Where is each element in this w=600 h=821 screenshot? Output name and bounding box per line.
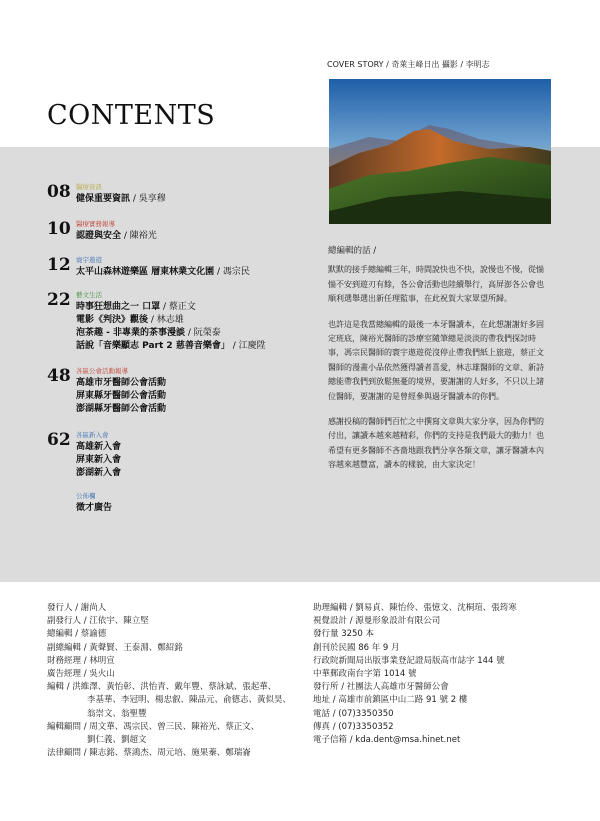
toc-entry-title: 澎湖縣牙醫師公會活動 xyxy=(76,404,167,414)
masthead-line: 電話 / (07)3350350 xyxy=(313,708,394,719)
toc-entry-author: / 江慶陞 xyxy=(229,341,266,351)
toc-entry[interactable] xyxy=(76,390,166,403)
masthead-left xyxy=(47,602,291,760)
toc-entry[interactable] xyxy=(76,502,112,515)
masthead-line: 助理編輯 / 劉易貞、陳怡伶、張憶文、沈桐瑄、張筠寒 xyxy=(313,603,517,613)
toc-page-number: 10 xyxy=(47,219,71,239)
toc-entry-title: 澎湖新入會 xyxy=(76,468,122,478)
toc-entry-title: 泡茶趣 - 非專業的茶事漫談 xyxy=(76,328,186,338)
toc-entry-author: / 林志雄 xyxy=(148,315,184,325)
toc-entry-title: 高雄新入會 xyxy=(76,442,122,452)
toc-entry[interactable] xyxy=(76,454,121,467)
toc-entry-title: 健保重要資訊 xyxy=(76,194,131,204)
editor-paragraph: 感謝投稿的醫師們百忙之中撰寫文章與大家分享，因為你們的付出，讓讀本越來越精彩，你們的支持是我們最大的動力！也希望有更多醫師不吝嗇地跟我們分享各類文章，讓牙醫讀本內容越來越豐富，讀本的樣貌，由大家決定！ xyxy=(328,417,544,470)
toc-page-number: 22 xyxy=(47,290,71,310)
masthead-line: 發行人 / 謝尚人 xyxy=(47,603,107,613)
masthead-line: 財務經理 / 林明宣 xyxy=(47,655,115,666)
toc-entry-title: 高雄市牙醫師公會活動 xyxy=(76,378,167,388)
toc-entries xyxy=(76,377,166,416)
toc-entry-title: 時事狂想曲之一 口罩 xyxy=(76,302,161,312)
toc-entry-author: / 阮榮泰 xyxy=(185,328,221,338)
toc-entry[interactable] xyxy=(76,441,121,454)
toc-page-number: 62 xyxy=(47,430,71,450)
toc-category-tag: 各區新入會 xyxy=(76,431,109,439)
toc-entries xyxy=(76,502,112,515)
toc-entry[interactable] xyxy=(76,230,157,243)
masthead-line: 發行所 / 社團法人高雄市牙醫師公會 xyxy=(313,682,449,693)
toc-page-number: 12 xyxy=(47,255,71,275)
masthead-line: 編輯 / 洪維澤、黃怡彰、洪怡青、戴年豐、蔡詠斌、張起華、 xyxy=(47,682,277,693)
masthead-line: 行政院新聞局出版事業登記證局版高市誌字 144 號 xyxy=(313,655,505,666)
toc-category-tag: 醫療資訊 xyxy=(76,183,102,191)
masthead-right xyxy=(313,602,517,747)
toc-entry[interactable] xyxy=(76,327,266,340)
editor-note-heading: 總編輯的話 / xyxy=(328,246,377,256)
toc-entries xyxy=(76,441,121,480)
editor-note xyxy=(328,244,550,484)
toc-category-tag: 寰宇遨遊 xyxy=(76,256,102,264)
toc-entry[interactable] xyxy=(76,467,121,480)
toc-entry-title: 話說「音樂顯志 Part 2 慈善音樂會」 xyxy=(76,341,230,351)
masthead-line: 地址 / 高雄市前鎮區中山二路 91 號 2 樓 xyxy=(313,695,468,706)
toc-entry-title: 屏東新入會 xyxy=(76,455,122,465)
toc-entry[interactable] xyxy=(76,301,266,314)
toc-entry-title: 徵才廣告 xyxy=(76,503,113,513)
toc-page-number: 08 xyxy=(47,182,71,202)
masthead-line: 電子信箱 / kda.dent@msa.hinet.net xyxy=(313,735,461,746)
toc-entry[interactable] xyxy=(76,266,250,279)
cover-photo xyxy=(329,79,551,224)
masthead-line: 總編輯 / 蔡諭德 xyxy=(47,629,107,640)
toc-entries xyxy=(76,266,250,279)
cover-story-caption: COVER STORY / 奇萊主峰日出 攝影 / 李明志 xyxy=(327,60,490,69)
masthead-line: 視覺設計 / 源曼形象設計有限公司 xyxy=(313,616,441,627)
toc-entry-author: / 陳裕光 xyxy=(121,231,157,241)
toc-entry[interactable] xyxy=(76,403,166,416)
toc-entries xyxy=(76,193,166,206)
masthead-line: 翁崇文、翁聖豐 xyxy=(87,708,147,719)
masthead-line: 中華郵政南台字第 1014 號 xyxy=(313,669,417,680)
masthead-line: 發行量 3250 本 xyxy=(313,629,375,640)
toc-category-tag: 公佈欄 xyxy=(76,492,96,500)
masthead-line: 編輯顧問 / 周文華、馮宗民、曾三民、陳裕光、蔡正文、 xyxy=(47,721,260,732)
toc-entry[interactable] xyxy=(76,340,266,353)
toc-entry-title: 認證與安全 xyxy=(76,231,122,241)
masthead-line: 副總編輯 / 黃聲賢、王泰淵、鄭紹銘 xyxy=(47,642,183,653)
masthead-line: 創刊於民國 86 年 9 月 xyxy=(313,642,400,653)
masthead-line: 劉仁義、劉超文 xyxy=(87,735,147,746)
editor-paragraph: 也許這是我當總編輯的最後一本牙醫讀本，在此想謝謝好多固定班底，陳裕光醫師的診療室隨筆總是淡淡的帶我們探討時事，馮宗民醫師的寰宇遨遊從沒停止帶我們紙上旅遊，蔡正文醫師的漫畫小品依然獲得讀者喜愛，林志雄醫師的文章、新詩總能帶我們到放鬆無憂的境界，要謝謝的人好多，不只以上諸位醫師，要謝謝的是曾經參與過牙醫讀本的你們。 xyxy=(328,319,544,401)
toc-entry-title: 電影《判決》觀後 xyxy=(76,315,149,325)
masthead-line: 李基華、李冠明、楊忠叡、陳品元、俞德志、黃似昊、 xyxy=(87,695,292,706)
toc-entry-author: / 吳享穆 xyxy=(130,194,166,204)
toc-entry[interactable] xyxy=(76,193,166,206)
masthead-line: 法律顧問 / 陳志銘、蔡鴻杰、周元培、施果蓁、鄭瑞崙 xyxy=(47,748,251,759)
toc-category-tag: 醫療實務報導 xyxy=(76,220,115,228)
toc-entries xyxy=(76,230,157,243)
toc-entry-title: 太平山森林遊樂區 層東林業文化園 xyxy=(76,267,215,277)
toc-entry-author: / 蔡正文 xyxy=(160,302,196,312)
toc-category-tag: 各區公會活動報導 xyxy=(76,367,128,375)
toc-entry-title: 屏東縣牙醫師公會活動 xyxy=(76,391,167,401)
contents-title: CONTENTS xyxy=(47,100,216,131)
toc-entry-author: / 馮宗民 xyxy=(214,267,250,277)
toc-page-number: 48 xyxy=(47,366,71,386)
toc-category-tag: 藝文生活 xyxy=(76,291,102,299)
masthead-line: 廣告經理 / 吳火山 xyxy=(47,669,115,680)
masthead-line: 傳真 / (07)3350352 xyxy=(313,721,394,732)
toc-entry[interactable] xyxy=(76,314,266,327)
masthead-line: 副發行人 / 江依宇、陳立堅 xyxy=(47,616,149,627)
editor-paragraph: 默默的接手總編輯三年，時間說快也不快，說慢也不慢，從惴惴不安到遊刃有餘，各公會活動也陸續舉行，高屏澎各公會也順利選舉選出新任理監事，在此祝賀大家眾望所歸。 xyxy=(328,265,544,304)
toc-entry[interactable] xyxy=(76,377,166,390)
toc-entries xyxy=(76,301,266,353)
